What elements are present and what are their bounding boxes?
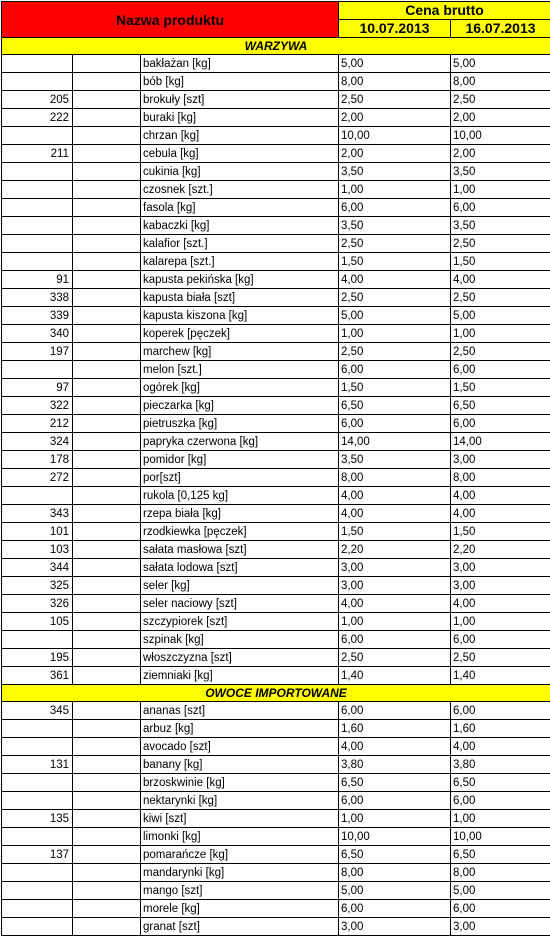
product-code xyxy=(2,720,73,738)
empty-cell xyxy=(73,720,141,738)
price-date-1: 6,50 xyxy=(339,774,451,792)
table-row xyxy=(2,900,550,918)
table-row xyxy=(2,667,550,685)
table-row xyxy=(2,469,550,487)
empty-cell xyxy=(73,541,141,559)
table-row xyxy=(2,487,550,505)
empty-cell xyxy=(73,361,141,379)
table-row xyxy=(2,631,550,649)
product-code xyxy=(2,181,73,199)
price-date-1: 3,00 xyxy=(339,577,451,595)
product-code xyxy=(2,55,73,73)
product-code: 211 xyxy=(2,145,73,163)
empty-cell xyxy=(73,469,141,487)
empty-cell xyxy=(73,900,141,918)
product-code: 101 xyxy=(2,523,73,541)
product-name: koperek [pęczek] xyxy=(141,325,339,343)
empty-cell xyxy=(73,702,141,720)
table-row xyxy=(2,343,550,361)
table-row xyxy=(2,127,550,145)
product-code: 205 xyxy=(2,91,73,109)
price-date-1: 8,00 xyxy=(339,469,451,487)
table-row xyxy=(2,73,550,91)
product-name: kalafior [szt.] xyxy=(141,235,339,253)
price-date-2: 1,40 xyxy=(451,667,550,685)
table-row xyxy=(2,559,550,577)
product-code xyxy=(2,918,73,936)
product-code: 197 xyxy=(2,343,73,361)
price-date-2: 4,00 xyxy=(451,505,550,523)
table-row xyxy=(2,253,550,271)
price-date-1: 1,50 xyxy=(339,379,451,397)
product-name: kapusta pekińska [kg] xyxy=(141,271,339,289)
product-name: nektarynki [kg] xyxy=(141,792,339,810)
product-code: 91 xyxy=(2,271,73,289)
date-header-2: 16.07.2013 xyxy=(451,20,550,38)
price-date-2: 1,60 xyxy=(451,720,550,738)
product-name: pomarańcze [kg] xyxy=(141,846,339,864)
price-date-1: 6,00 xyxy=(339,361,451,379)
price-date-2: 6,00 xyxy=(451,631,550,649)
empty-cell xyxy=(73,397,141,415)
product-code: 105 xyxy=(2,613,73,631)
price-date-2: 1,50 xyxy=(451,253,550,271)
product-code xyxy=(2,217,73,235)
section-header xyxy=(2,685,550,702)
product-name: por[szt] xyxy=(141,469,339,487)
product-code: 135 xyxy=(2,810,73,828)
empty-cell xyxy=(73,523,141,541)
price-date-1: 2,50 xyxy=(339,343,451,361)
price-date-2: 4,00 xyxy=(451,487,550,505)
product-code xyxy=(2,900,73,918)
empty-cell xyxy=(73,307,141,325)
product-code xyxy=(2,253,73,271)
product-name: mandarynki [kg] xyxy=(141,864,339,882)
empty-cell xyxy=(73,109,141,127)
product-name: cukinia [kg] xyxy=(141,163,339,181)
product-name: morele [kg] xyxy=(141,900,339,918)
price-date-1: 8,00 xyxy=(339,864,451,882)
product-name: pieczarka [kg] xyxy=(141,397,339,415)
product-name: avocado [szt] xyxy=(141,738,339,756)
product-name: bób [kg] xyxy=(141,73,339,91)
price-date-1: 1,50 xyxy=(339,253,451,271)
price-date-1: 2,50 xyxy=(339,649,451,667)
price-date-2: 4,00 xyxy=(451,738,550,756)
empty-cell xyxy=(73,864,141,882)
product-code xyxy=(2,163,73,181)
price-date-1: 14,00 xyxy=(339,433,451,451)
empty-cell xyxy=(73,810,141,828)
price-date-2: 1,00 xyxy=(451,181,550,199)
table-row xyxy=(2,199,550,217)
price-date-1: 3,50 xyxy=(339,163,451,181)
price-date-1: 2,50 xyxy=(339,235,451,253)
empty-cell xyxy=(73,379,141,397)
price-date-2: 3,00 xyxy=(451,577,550,595)
table-row xyxy=(2,415,550,433)
product-code: 338 xyxy=(2,289,73,307)
table-row xyxy=(2,325,550,343)
empty-cell xyxy=(73,433,141,451)
product-name: szczypiorek [szt] xyxy=(141,613,339,631)
empty-cell xyxy=(73,235,141,253)
table-row xyxy=(2,774,550,792)
table-body xyxy=(2,38,550,936)
empty-cell xyxy=(73,127,141,145)
table-row xyxy=(2,523,550,541)
table-row xyxy=(2,738,550,756)
table-row xyxy=(2,756,550,774)
table-row xyxy=(2,846,550,864)
empty-cell xyxy=(73,577,141,595)
table-row xyxy=(2,397,550,415)
empty-cell xyxy=(73,595,141,613)
price-date-2: 3,50 xyxy=(451,217,550,235)
product-name: granat [szt] xyxy=(141,918,339,936)
product-code xyxy=(2,235,73,253)
product-name: bakłażan [kg] xyxy=(141,55,339,73)
empty-cell xyxy=(73,415,141,433)
table-row xyxy=(2,361,550,379)
table-row xyxy=(2,702,550,720)
empty-cell xyxy=(73,667,141,685)
price-date-1: 8,00 xyxy=(339,73,451,91)
price-date-1: 1,00 xyxy=(339,325,451,343)
price-date-1: 3,50 xyxy=(339,451,451,469)
price-date-2: 4,00 xyxy=(451,271,550,289)
product-name: banany [kg] xyxy=(141,756,339,774)
section-header xyxy=(2,38,550,55)
table-row xyxy=(2,307,550,325)
product-name-header: Nazwa produktu xyxy=(2,2,339,38)
product-name: marchew [kg] xyxy=(141,343,339,361)
product-name: sałata lodowa [szt] xyxy=(141,559,339,577)
product-code: 195 xyxy=(2,649,73,667)
product-name: rzepa biała [kg] xyxy=(141,505,339,523)
price-date-2: 2,50 xyxy=(451,91,550,109)
product-name: pietruszka [kg] xyxy=(141,415,339,433)
product-name: ananas [szt] xyxy=(141,702,339,720)
product-name: seler naciowy [szt] xyxy=(141,595,339,613)
price-date-1: 2,50 xyxy=(339,289,451,307)
product-code: 178 xyxy=(2,451,73,469)
empty-cell xyxy=(73,55,141,73)
price-date-2: 6,00 xyxy=(451,792,550,810)
price-date-1: 1,40 xyxy=(339,667,451,685)
product-code: 361 xyxy=(2,667,73,685)
empty-cell xyxy=(73,253,141,271)
table-row xyxy=(2,577,550,595)
table-row xyxy=(2,792,550,810)
table-row xyxy=(2,271,550,289)
empty-cell xyxy=(73,631,141,649)
product-code xyxy=(2,882,73,900)
empty-cell xyxy=(73,846,141,864)
price-date-1: 1,60 xyxy=(339,720,451,738)
product-code: 103 xyxy=(2,541,73,559)
product-code xyxy=(2,631,73,649)
product-code: 343 xyxy=(2,505,73,523)
price-date-2: 10,00 xyxy=(451,828,550,846)
price-date-2: 6,00 xyxy=(451,702,550,720)
price-date-1: 2,20 xyxy=(339,541,451,559)
product-name: mango [szt] xyxy=(141,882,339,900)
price-date-1: 6,00 xyxy=(339,199,451,217)
price-date-1: 6,00 xyxy=(339,900,451,918)
table-row xyxy=(2,433,550,451)
empty-cell xyxy=(73,343,141,361)
product-name: pomidor [kg] xyxy=(141,451,339,469)
price-date-2: 6,50 xyxy=(451,397,550,415)
table-row xyxy=(2,828,550,846)
price-date-2: 6,00 xyxy=(451,361,550,379)
table-row xyxy=(2,720,550,738)
product-code: 324 xyxy=(2,433,73,451)
empty-cell xyxy=(73,199,141,217)
price-date-2: 2,50 xyxy=(451,235,550,253)
product-name: czosnek [szt.] xyxy=(141,181,339,199)
product-code: 344 xyxy=(2,559,73,577)
product-name: kapusta kiszona [kg] xyxy=(141,307,339,325)
price-date-2: 2,50 xyxy=(451,649,550,667)
price-date-1: 6,00 xyxy=(339,702,451,720)
product-name: brzoskwinie [kg] xyxy=(141,774,339,792)
product-name: chrzan [kg] xyxy=(141,127,339,145)
price-date-2: 6,00 xyxy=(451,199,550,217)
section-title: WARZYWA xyxy=(2,38,550,55)
product-name: kiwi [szt] xyxy=(141,810,339,828)
empty-cell xyxy=(73,451,141,469)
table-row xyxy=(2,595,550,613)
price-date-2: 6,50 xyxy=(451,846,550,864)
price-date-2: 14,00 xyxy=(451,433,550,451)
table-row xyxy=(2,163,550,181)
price-date-1: 1,00 xyxy=(339,810,451,828)
price-date-2: 8,00 xyxy=(451,864,550,882)
price-date-1: 4,00 xyxy=(339,595,451,613)
table-row xyxy=(2,451,550,469)
product-name: kalarepa [szt.] xyxy=(141,253,339,271)
price-date-1: 3,00 xyxy=(339,559,451,577)
price-date-1: 6,00 xyxy=(339,631,451,649)
empty-cell xyxy=(73,181,141,199)
product-code: 325 xyxy=(2,577,73,595)
price-table xyxy=(1,1,550,936)
price-date-1: 4,00 xyxy=(339,738,451,756)
product-code xyxy=(2,828,73,846)
price-date-1: 6,50 xyxy=(339,397,451,415)
price-date-2: 2,00 xyxy=(451,109,550,127)
price-date-2: 8,00 xyxy=(451,73,550,91)
price-date-1: 4,00 xyxy=(339,487,451,505)
empty-cell xyxy=(73,487,141,505)
price-date-2: 1,00 xyxy=(451,613,550,631)
empty-cell xyxy=(73,73,141,91)
price-date-2: 3,50 xyxy=(451,163,550,181)
empty-cell xyxy=(73,217,141,235)
section-title: OWOCE IMPORTOWANE xyxy=(2,685,550,702)
product-name: limonki [kg] xyxy=(141,828,339,846)
product-code xyxy=(2,199,73,217)
price-header: Cena brutto xyxy=(339,2,550,20)
empty-cell xyxy=(73,792,141,810)
product-name: arbuz [kg] xyxy=(141,720,339,738)
price-date-2: 3,00 xyxy=(451,451,550,469)
product-name: rukola [0,125 kg] xyxy=(141,487,339,505)
product-name: rzodkiewka [pęczek] xyxy=(141,523,339,541)
product-code xyxy=(2,73,73,91)
table-row xyxy=(2,810,550,828)
price-date-2: 1,00 xyxy=(451,325,550,343)
price-date-2: 5,00 xyxy=(451,55,550,73)
price-date-2: 6,00 xyxy=(451,415,550,433)
table-row xyxy=(2,613,550,631)
product-code xyxy=(2,738,73,756)
price-date-1: 10,00 xyxy=(339,127,451,145)
product-code: 131 xyxy=(2,756,73,774)
price-date-1: 1,00 xyxy=(339,181,451,199)
price-date-1: 1,00 xyxy=(339,613,451,631)
price-date-2: 3,00 xyxy=(451,559,550,577)
price-date-1: 6,00 xyxy=(339,792,451,810)
price-date-1: 5,00 xyxy=(339,882,451,900)
product-name: fasola [kg] xyxy=(141,199,339,217)
product-name: włoszczyzna [szt] xyxy=(141,649,339,667)
price-date-1: 5,00 xyxy=(339,307,451,325)
empty-cell xyxy=(73,289,141,307)
empty-cell xyxy=(73,559,141,577)
empty-cell xyxy=(73,163,141,181)
empty-cell xyxy=(73,774,141,792)
price-date-2: 1,00 xyxy=(451,810,550,828)
price-date-2: 5,00 xyxy=(451,307,550,325)
price-date-1: 4,00 xyxy=(339,271,451,289)
empty-cell xyxy=(73,91,141,109)
product-name: kapusta biała [szt] xyxy=(141,289,339,307)
empty-cell xyxy=(73,756,141,774)
price-date-1: 4,00 xyxy=(339,505,451,523)
product-code: 326 xyxy=(2,595,73,613)
price-date-1: 6,50 xyxy=(339,846,451,864)
product-name: ogórek [kg] xyxy=(141,379,339,397)
table-row xyxy=(2,181,550,199)
product-name: buraki [kg] xyxy=(141,109,339,127)
product-code: 345 xyxy=(2,702,73,720)
empty-cell xyxy=(73,505,141,523)
empty-cell xyxy=(73,882,141,900)
empty-cell xyxy=(73,145,141,163)
empty-cell xyxy=(73,828,141,846)
table-row xyxy=(2,235,550,253)
price-date-1: 3,80 xyxy=(339,756,451,774)
price-date-2: 10,00 xyxy=(451,127,550,145)
price-date-1: 2,00 xyxy=(339,109,451,127)
price-date-2: 2,50 xyxy=(451,343,550,361)
price-date-2: 3,00 xyxy=(451,918,550,936)
product-name: sałata masłowa [szt] xyxy=(141,541,339,559)
table-row xyxy=(2,55,550,73)
table-row xyxy=(2,217,550,235)
table-row xyxy=(2,505,550,523)
price-date-2: 2,20 xyxy=(451,541,550,559)
table-row xyxy=(2,918,550,936)
empty-cell xyxy=(73,649,141,667)
table-row xyxy=(2,289,550,307)
product-name: brokuły [szt] xyxy=(141,91,339,109)
product-name: szpinak [kg] xyxy=(141,631,339,649)
product-code xyxy=(2,792,73,810)
product-code xyxy=(2,487,73,505)
product-code xyxy=(2,864,73,882)
price-date-2: 5,00 xyxy=(451,882,550,900)
price-date-1: 1,50 xyxy=(339,523,451,541)
product-code: 322 xyxy=(2,397,73,415)
table-row xyxy=(2,541,550,559)
product-code: 137 xyxy=(2,846,73,864)
product-code: 212 xyxy=(2,415,73,433)
product-name: seler [kg] xyxy=(141,577,339,595)
product-code xyxy=(2,127,73,145)
table-row xyxy=(2,145,550,163)
table-row xyxy=(2,91,550,109)
price-date-2: 4,00 xyxy=(451,595,550,613)
product-name: papryka czerwona [kg] xyxy=(141,433,339,451)
product-code: 340 xyxy=(2,325,73,343)
price-date-1: 3,50 xyxy=(339,217,451,235)
table-row xyxy=(2,379,550,397)
price-date-2: 3,80 xyxy=(451,756,550,774)
table-row xyxy=(2,882,550,900)
price-date-1: 2,50 xyxy=(339,91,451,109)
date-header-1: 10.07.2013 xyxy=(339,20,451,38)
table-row xyxy=(2,649,550,667)
product-code: 97 xyxy=(2,379,73,397)
price-date-1: 2,00 xyxy=(339,145,451,163)
product-code: 222 xyxy=(2,109,73,127)
price-date-1: 10,00 xyxy=(339,828,451,846)
price-date-1: 3,00 xyxy=(339,918,451,936)
price-date-2: 1,50 xyxy=(451,523,550,541)
product-name: ziemniaki [kg] xyxy=(141,667,339,685)
price-date-2: 1,50 xyxy=(451,379,550,397)
product-code: 272 xyxy=(2,469,73,487)
product-name: kabaczki [kg] xyxy=(141,217,339,235)
empty-cell xyxy=(73,271,141,289)
price-date-1: 5,00 xyxy=(339,55,451,73)
price-date-1: 6,00 xyxy=(339,415,451,433)
price-date-2: 6,00 xyxy=(451,900,550,918)
table-row xyxy=(2,864,550,882)
price-date-2: 6,50 xyxy=(451,774,550,792)
price-date-2: 2,50 xyxy=(451,289,550,307)
price-date-2: 8,00 xyxy=(451,469,550,487)
empty-cell xyxy=(73,613,141,631)
product-code xyxy=(2,361,73,379)
product-name: melon [szt.] xyxy=(141,361,339,379)
empty-cell xyxy=(73,325,141,343)
price-date-2: 2,00 xyxy=(451,145,550,163)
empty-cell xyxy=(73,918,141,936)
product-name: cebula [kg] xyxy=(141,145,339,163)
table-row xyxy=(2,109,550,127)
product-code xyxy=(2,774,73,792)
empty-cell xyxy=(73,738,141,756)
product-code: 339 xyxy=(2,307,73,325)
